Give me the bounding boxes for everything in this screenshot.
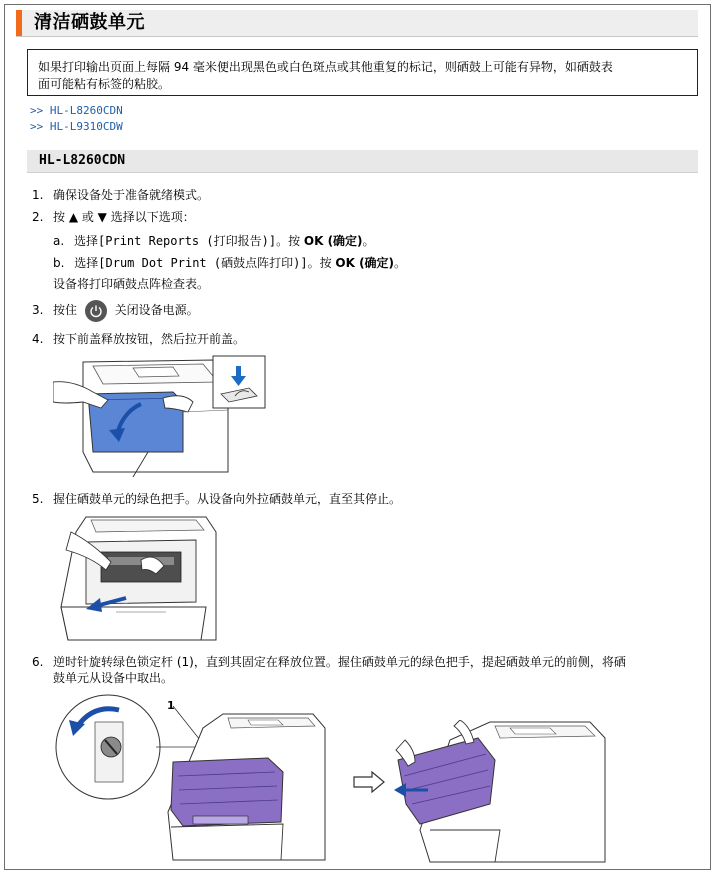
remove-drum-illustration — [390, 720, 610, 866]
lock-lever-illustration — [53, 692, 343, 864]
step-2a-end: 。 — [362, 234, 375, 248]
step-5-text: 握住硒鼓单元的绿色把手。从设备向外拉硒鼓单元，直至其停止。 — [53, 492, 402, 506]
step-2a-mid: 。按 — [276, 234, 304, 248]
note-box — [27, 49, 698, 96]
power-button-icon — [85, 300, 107, 322]
step-3-post: 关闭设备电源。 — [114, 303, 199, 317]
step-5-number: 5. — [32, 492, 44, 506]
step-2b-mid: 。按 — [307, 256, 336, 270]
step-1-number: 1. — [32, 188, 44, 202]
step-3 — [53, 296, 199, 324]
section-header — [27, 150, 698, 173]
step-6-line-2: 鼓单元从设备中取出。 — [53, 671, 174, 685]
step-4-number: 4. — [32, 332, 44, 346]
step-2-number: 2. — [32, 210, 44, 224]
link-hl-l9310cdw[interactable]: >> HL-L9310CDW — [30, 120, 123, 133]
note-line-2: 面可能粘有标签的粘胶。 — [38, 77, 171, 91]
step-2-note: 设备将打印硒鼓点阵检查表。 — [53, 277, 210, 291]
page-title: 清洁硒鼓单元 — [34, 12, 145, 33]
step-6-number: 6. — [32, 655, 44, 669]
callout-label-1: 1 — [167, 699, 175, 712]
step-2a-ok: OK (确定) — [303, 234, 363, 248]
step-6-line-1: 逆时针旋转绿色锁定杆 (1)，直到其固定在释放位置。握住硒鼓单元的绿色把手，提起硒鼓单元的前侧，将硒 — [53, 655, 626, 669]
step-2a-label: a. — [53, 234, 65, 248]
step-3-number: 3. — [32, 303, 44, 317]
front-cover-illustration — [53, 352, 269, 482]
section-title: HL-L8260CDN — [39, 153, 126, 168]
step-2b — [53, 255, 406, 271]
step-1-text: 确保设备处于准备就绪模式。 — [53, 188, 210, 202]
step-2a — [53, 233, 375, 249]
pull-drum-illustration — [56, 512, 221, 647]
link-hl-l8260cdn[interactable]: >> HL-L8260CDN — [30, 104, 123, 117]
step-3-pre: 按住 — [53, 303, 78, 317]
step-2a-pre: 选择 — [74, 234, 99, 248]
step-4-text: 按下前盖释放按钮，然后拉开前盖。 — [53, 332, 246, 346]
next-step-arrow-icon — [352, 770, 386, 794]
step-2b-pre: 选择 — [74, 256, 99, 270]
step-2b-label: b. — [53, 256, 65, 270]
step-2b-menu: [Drum Dot Print (硒鼓点阵打印)] — [98, 256, 308, 270]
step-2a-menu: [Print Reports (打印报告)] — [98, 234, 277, 248]
note-line-1: 如果打印输出页面上每隔 94 毫米便出现黑色或白色斑点或其他重复的标记，则硒鼓上可能有异物，如硒鼓表 — [38, 60, 613, 74]
step-2-text: 按 ▲ 或 ▼ 选择以下选项： — [53, 210, 195, 224]
step-2b-ok: OK (确定) — [335, 256, 395, 270]
title-accent — [16, 10, 22, 36]
title-bar — [16, 10, 698, 37]
step-2b-end: 。 — [394, 256, 407, 270]
